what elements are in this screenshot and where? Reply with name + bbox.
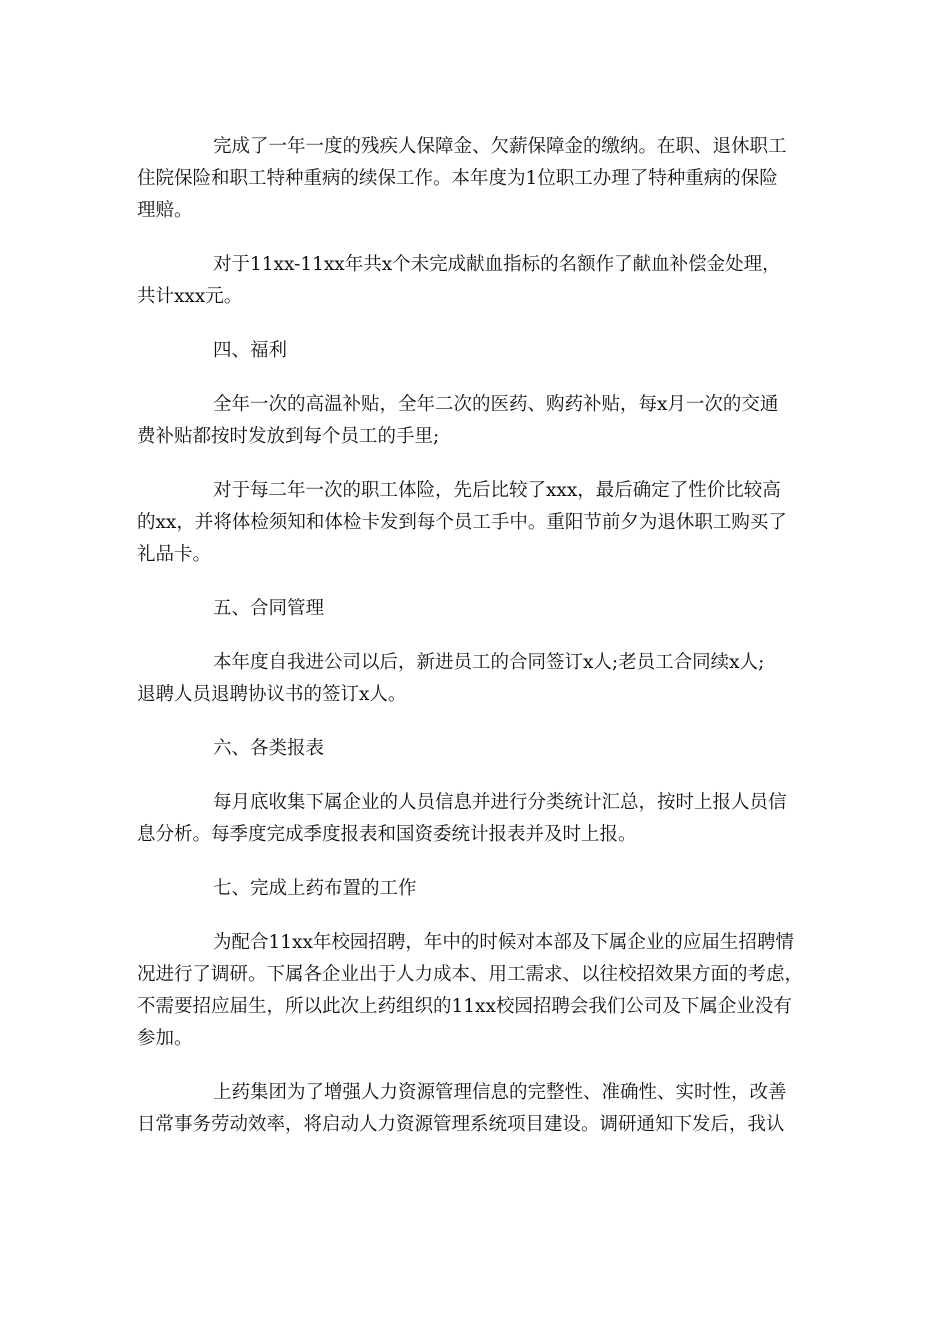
paragraph-line: 对于11xx-11xx年共x个未完成献血指标的名额作了献血补偿金处理， (213, 254, 781, 275)
paragraph-line: 共计xxx元。 (137, 286, 243, 307)
section-heading: 六、各类报表 (213, 738, 325, 759)
section-heading: 五、合同管理 (213, 598, 325, 619)
section-heading: 四、福利 (213, 340, 288, 361)
paragraph-line: 费补贴都按时发放到每个员工的手里; (137, 426, 440, 447)
paragraph-line: 全年一次的高温补贴，全年二次的医药、购药补贴，每x月一次的交通 (213, 394, 779, 415)
paragraph-line: 住院保险和职工特种重病的续保工作。本年度为1位职工办理了特种重病的保险 (137, 168, 778, 189)
paragraph (137, 475, 817, 571)
paragraph (137, 927, 817, 1055)
paragraph (137, 389, 817, 453)
paragraph-line: 礼品卡。 (137, 544, 212, 565)
paragraph-line: 的xx，并将体检须知和体检卡发到每个员工手中。重阳节前夕为退休职工购买了 (137, 512, 787, 533)
paragraph-line: 完成了一年一度的残疾人保障金、欠薪保障金的缴纳。在职、退休职工 (213, 136, 787, 157)
paragraph-line: 对于每二年一次的职工体险，先后比较了xxx，最后确定了性价比较高 (213, 480, 781, 501)
paragraph-line: 上药集团为了增强人力资源管理信息的完整性、准确性、实时性，改善 (213, 1082, 787, 1103)
paragraph-line: 况进行了调研。下属各企业出于人力成本、用工需求、以往校招效果方面的考虑， (137, 964, 804, 985)
paragraph (137, 131, 817, 227)
section-heading: 七、完成上药布置的工作 (213, 878, 417, 899)
paragraph-line: 每月底收集下属企业的人员信息并进行分类统计汇总，按时上报人员信 (213, 792, 787, 813)
paragraph-line: 不需要招应届生，所以此次上药组织的11xx校园招聘会我们公司及下属企业没有 (137, 996, 792, 1017)
paragraph (137, 647, 817, 711)
paragraph-line: 退聘人员退聘协议书的签订x人。 (137, 684, 407, 705)
document-body (137, 131, 817, 1163)
paragraph-line: 日常事务劳动效率，将启动人力资源管理系统项目建设。调研通知下发后，我认 (137, 1114, 785, 1135)
paragraph-line: 为配合11xx年校园招聘，年中的时候对本部及下属企业的应届生招聘情 (213, 932, 794, 953)
paragraph (137, 249, 817, 313)
paragraph (137, 787, 817, 851)
paragraph-line: 参加。 (137, 1028, 193, 1049)
paragraph-line: 息分析。每季度完成季度报表和国资委统计报表并及时上报。 (137, 824, 637, 845)
paragraph-line: 理赔。 (137, 200, 193, 221)
paragraph-line: 本年度自我进公司以后，新进员工的合同签订x人;老员工合同续x人; (213, 652, 765, 673)
paragraph (137, 1077, 817, 1141)
